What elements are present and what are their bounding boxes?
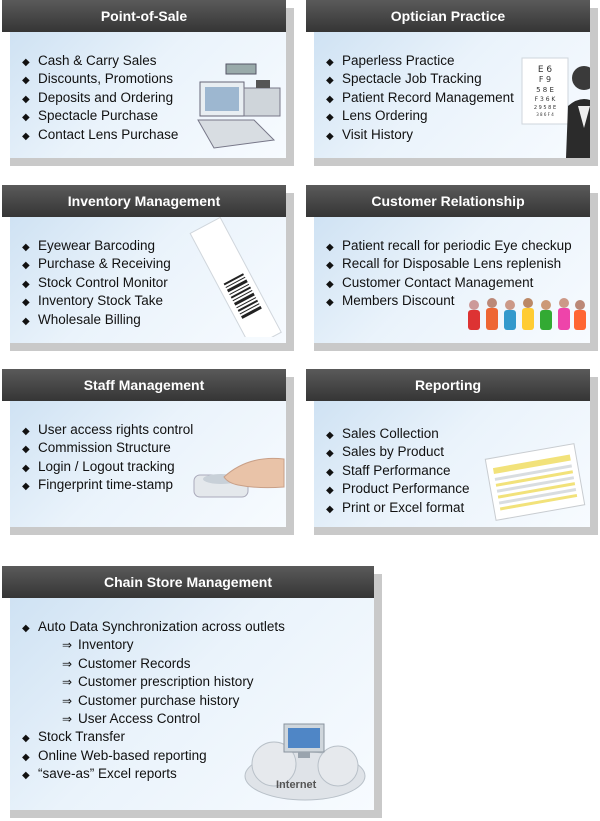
card-customer-relationship bbox=[306, 185, 590, 343]
card-body bbox=[314, 32, 590, 158]
card-title: Reporting bbox=[414, 377, 482, 393]
card-body bbox=[10, 217, 286, 343]
feature-list bbox=[22, 618, 285, 784]
card-title: Point-of-Sale bbox=[100, 8, 188, 24]
card-point-of-sale bbox=[2, 0, 286, 158]
card-header bbox=[306, 0, 590, 32]
card-header bbox=[2, 0, 286, 32]
list-item: ◆ Deposits and Ordering bbox=[22, 89, 174, 105]
sub-list-item: ⇒ Customer Records bbox=[62, 655, 191, 671]
list-item: ◆ Online Web-based reporting bbox=[22, 747, 207, 763]
card-title: Staff Management bbox=[83, 377, 205, 393]
list-item: ◆ Login / Logout tracking bbox=[22, 458, 175, 474]
card-inventory-management bbox=[2, 185, 286, 343]
list-item: ◆ Wholesale Billing bbox=[22, 311, 141, 327]
feature-list bbox=[22, 421, 193, 495]
sub-list-item: ⇒ Inventory bbox=[62, 637, 134, 653]
card-title: Optician Practice bbox=[390, 8, 506, 24]
sub-list-item: ⇒ Customer purchase history bbox=[62, 692, 240, 708]
card-body bbox=[10, 598, 374, 810]
feature-list bbox=[22, 237, 171, 329]
list-item: ◆ Visit History bbox=[326, 126, 414, 142]
eye-chart-row: F 3 6 K bbox=[534, 96, 556, 103]
pos-terminal-illustration bbox=[194, 60, 286, 150]
list-item: ◆ Discounts, Promotions bbox=[22, 71, 174, 87]
report-sheet-illustration bbox=[480, 437, 590, 527]
list-item: ◆ Contact Lens Purchase bbox=[22, 126, 179, 142]
list-item: ◆ Patient Record Management bbox=[326, 89, 514, 105]
eye-chart-row: 5 8 E bbox=[536, 86, 554, 94]
card-body bbox=[10, 32, 286, 158]
card-header bbox=[2, 369, 286, 401]
feature-list bbox=[22, 52, 178, 144]
list-item: ◆ Auto Data Synchronization across outlets bbox=[22, 619, 285, 634]
list-item: ◆ Purchase & Receiving bbox=[22, 256, 171, 272]
internet-label: Internet bbox=[276, 779, 317, 791]
list-item: ◆ Sales by Product bbox=[326, 444, 445, 460]
feature-list bbox=[326, 237, 572, 311]
card-chain-store-management bbox=[2, 566, 374, 810]
list-item: ◆ Eyewear Barcoding bbox=[22, 238, 156, 253]
card-body bbox=[314, 217, 590, 343]
list-item: ◆ Inventory Stock Take bbox=[22, 293, 164, 309]
list-item: ◆ Commission Structure bbox=[22, 440, 171, 456]
card-reporting bbox=[306, 369, 590, 527]
card-title: Inventory Management bbox=[67, 193, 221, 209]
card-title: Customer Relationship bbox=[371, 193, 525, 209]
list-item: ◆ Spectacle Purchase bbox=[22, 108, 159, 124]
card-body bbox=[314, 401, 590, 527]
list-item: ◆ Recall for Disposable Lens replenish bbox=[326, 256, 562, 272]
card-header bbox=[2, 566, 374, 598]
list-item: ◆ Stock Control Monitor bbox=[22, 274, 168, 290]
eye-chart-row: F 9 bbox=[538, 75, 552, 84]
list-item: ◆ “save-as” Excel reports bbox=[22, 766, 177, 782]
card-staff-management bbox=[2, 369, 286, 527]
card-body bbox=[10, 401, 286, 527]
eye-chart-row: E 6 bbox=[537, 65, 553, 75]
list-item: ◆ Spectacle Job Tracking bbox=[326, 71, 482, 87]
list-item: ◆ Paperless Practice bbox=[326, 53, 455, 68]
list-item: ◆ Sales Collection bbox=[326, 426, 439, 441]
list-item: ◆ Customer Contact Management bbox=[326, 274, 534, 290]
eye-chart-row: 3 8 6 F 4 bbox=[536, 112, 554, 117]
list-item: ◆ Fingerprint time-stamp bbox=[22, 477, 174, 493]
sub-list-item: ⇒ User Access Control bbox=[62, 710, 201, 726]
card-header bbox=[306, 369, 590, 401]
eye-chart-illustration bbox=[518, 48, 590, 158]
barcode-illustration bbox=[186, 217, 286, 337]
list-item: ◆ User access rights control bbox=[22, 422, 194, 437]
list-item: ◆ Stock Transfer bbox=[22, 729, 126, 745]
list-item: ◆ Lens Ordering bbox=[326, 108, 428, 124]
list-item: ◆ Product Performance bbox=[326, 481, 470, 497]
list-item: ◆ Print or Excel format bbox=[326, 499, 465, 515]
fingerprint-scanner-illustration bbox=[188, 447, 286, 527]
card-optician-practice bbox=[306, 0, 590, 158]
card-title: Chain Store Management bbox=[103, 574, 273, 590]
sub-list-item: ⇒ Customer prescription history bbox=[62, 674, 254, 690]
list-item: ◆ Staff Performance bbox=[326, 462, 451, 478]
feature-list bbox=[326, 52, 514, 144]
list-item: ◆ Members Discount bbox=[326, 293, 455, 309]
feature-list bbox=[326, 425, 470, 517]
eye-chart-row: 2 9 5 8 E bbox=[533, 105, 557, 111]
card-header bbox=[306, 185, 590, 217]
card-header bbox=[2, 185, 286, 217]
list-item: ◆ Cash & Carry Sales bbox=[22, 53, 157, 68]
list-item: ◆ Patient recall for periodic Eye checkup bbox=[326, 238, 572, 253]
